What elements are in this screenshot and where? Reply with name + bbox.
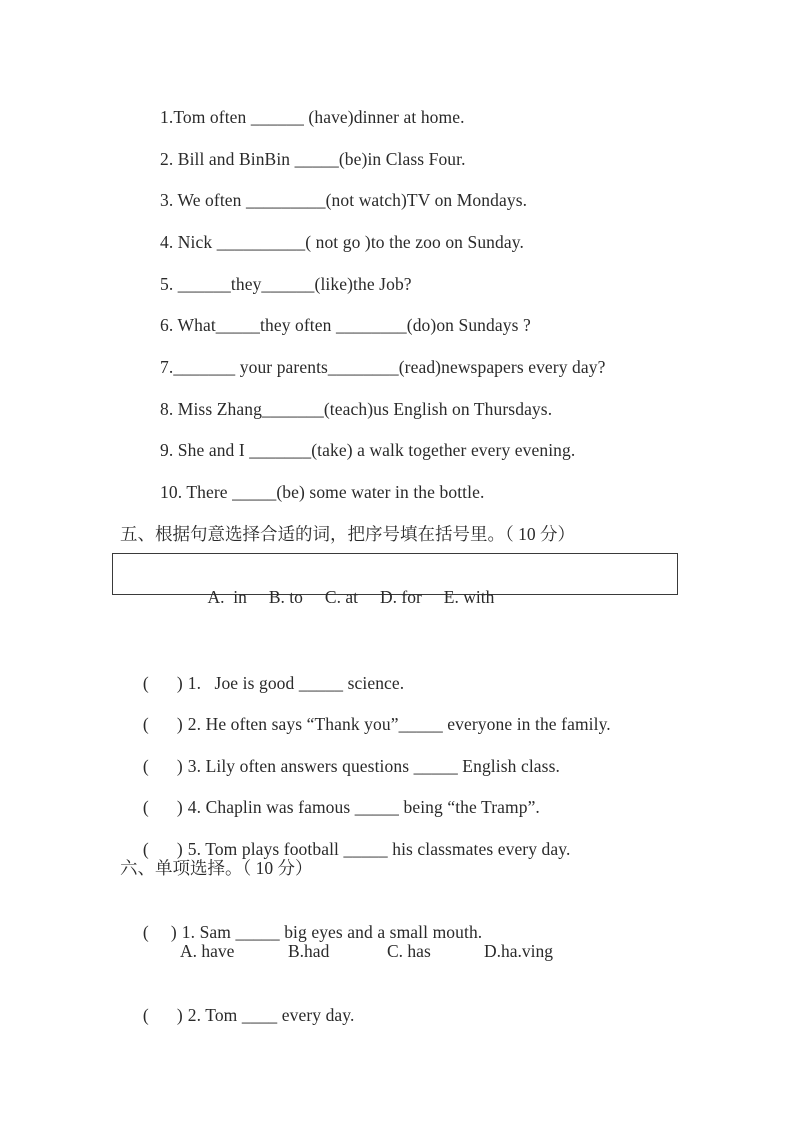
fill-in-item: 9. She and I _______(take) a walk together every evening. — [160, 440, 576, 460]
fill-in-item: 8. Miss Zhang_______(teach)us English on Thursdays. — [160, 399, 553, 419]
fill-in-item: 10. There _____(be) some water in the bottle. — [160, 482, 485, 502]
answer-paren-close[interactable]: ) — [176, 756, 183, 776]
section-6-score: 10 — [251, 858, 278, 878]
section-5-score: 10 — [513, 524, 540, 544]
choice-d: D.ha.ving — [484, 941, 554, 961]
option-c: C. at — [324, 587, 358, 607]
question-text: 1. Sam _____ big eyes and a small mouth. — [181, 922, 483, 942]
answer-paren-close[interactable]: ) — [170, 922, 177, 942]
multiple-choice-question — [125, 982, 355, 1048]
answer-paren-open[interactable]: ( — [142, 797, 149, 817]
fill-in-item: 7._______ your parents________(read)newspapers every day? — [160, 357, 606, 377]
answer-paren-close[interactable]: ) — [176, 1005, 183, 1025]
answer-paren-open[interactable]: ( — [142, 714, 149, 734]
word-options-box — [112, 553, 678, 607]
option-e: E. with — [443, 587, 495, 607]
section-6-heading — [120, 856, 313, 881]
answer-paren-close[interactable]: ) — [176, 797, 183, 817]
fill-in-item: 2. Bill and BinBin _____(be)in Class Four. — [160, 149, 466, 169]
section-5-title-end: 分） — [540, 525, 575, 545]
fill-in-item: 6. What_____they often ________(do)on Sundays ? — [160, 315, 531, 335]
answer-paren-open[interactable]: ( — [142, 839, 149, 859]
answer-paren-close[interactable]: ) — [176, 673, 183, 693]
answer-paren-close[interactable]: ) — [176, 839, 183, 859]
answer-paren-open[interactable]: ( — [142, 673, 149, 693]
fill-in-item: 4. Nick __________( not go )to the zoo on Sunday. — [160, 232, 524, 252]
option-b: B. to — [268, 587, 303, 607]
fill-in-item: 1.Tom often ______ (have)dinner at home. — [160, 107, 465, 127]
answer-paren-open[interactable]: ( — [142, 756, 149, 776]
section-5-heading — [120, 522, 575, 547]
fill-in-item: 5. ______they______(like)the Job? — [160, 274, 412, 294]
section-5-title: 五、根据句意选择合适的词，把序号填在括号里。（ — [120, 525, 514, 545]
choice-a: A. have — [180, 941, 235, 961]
choice-b: B.had — [288, 941, 330, 961]
question-text: 1. Joe is good _____ science. — [187, 673, 405, 693]
option-a: A. in — [207, 587, 247, 607]
answer-paren-open[interactable]: ( — [142, 922, 149, 942]
question-text: 2. Tom ____ every day. — [187, 1005, 355, 1025]
section-6-title: 六、单项选择。（ — [120, 859, 252, 879]
question-text: 3. Lily often answers questions _____ English class. — [187, 756, 560, 776]
answer-paren-close[interactable]: ) — [176, 714, 183, 734]
question-text: 4. Chaplin was famous _____ being “the Tramp”. — [187, 797, 540, 817]
question-text: 5. Tom plays football _____ his classmates every day. — [187, 839, 571, 859]
section-6-title-end: 分） — [277, 859, 313, 879]
question-text: 2. He often says “Thank you”_____ everyone in the family. — [187, 714, 611, 734]
option-d: D. for — [379, 587, 422, 607]
word-options — [190, 564, 494, 630]
choice-c: C. has — [387, 941, 431, 961]
fill-in-item: 3. We often _________(not watch)TV on Mondays. — [160, 190, 528, 210]
answer-paren-open[interactable]: ( — [142, 1005, 149, 1025]
